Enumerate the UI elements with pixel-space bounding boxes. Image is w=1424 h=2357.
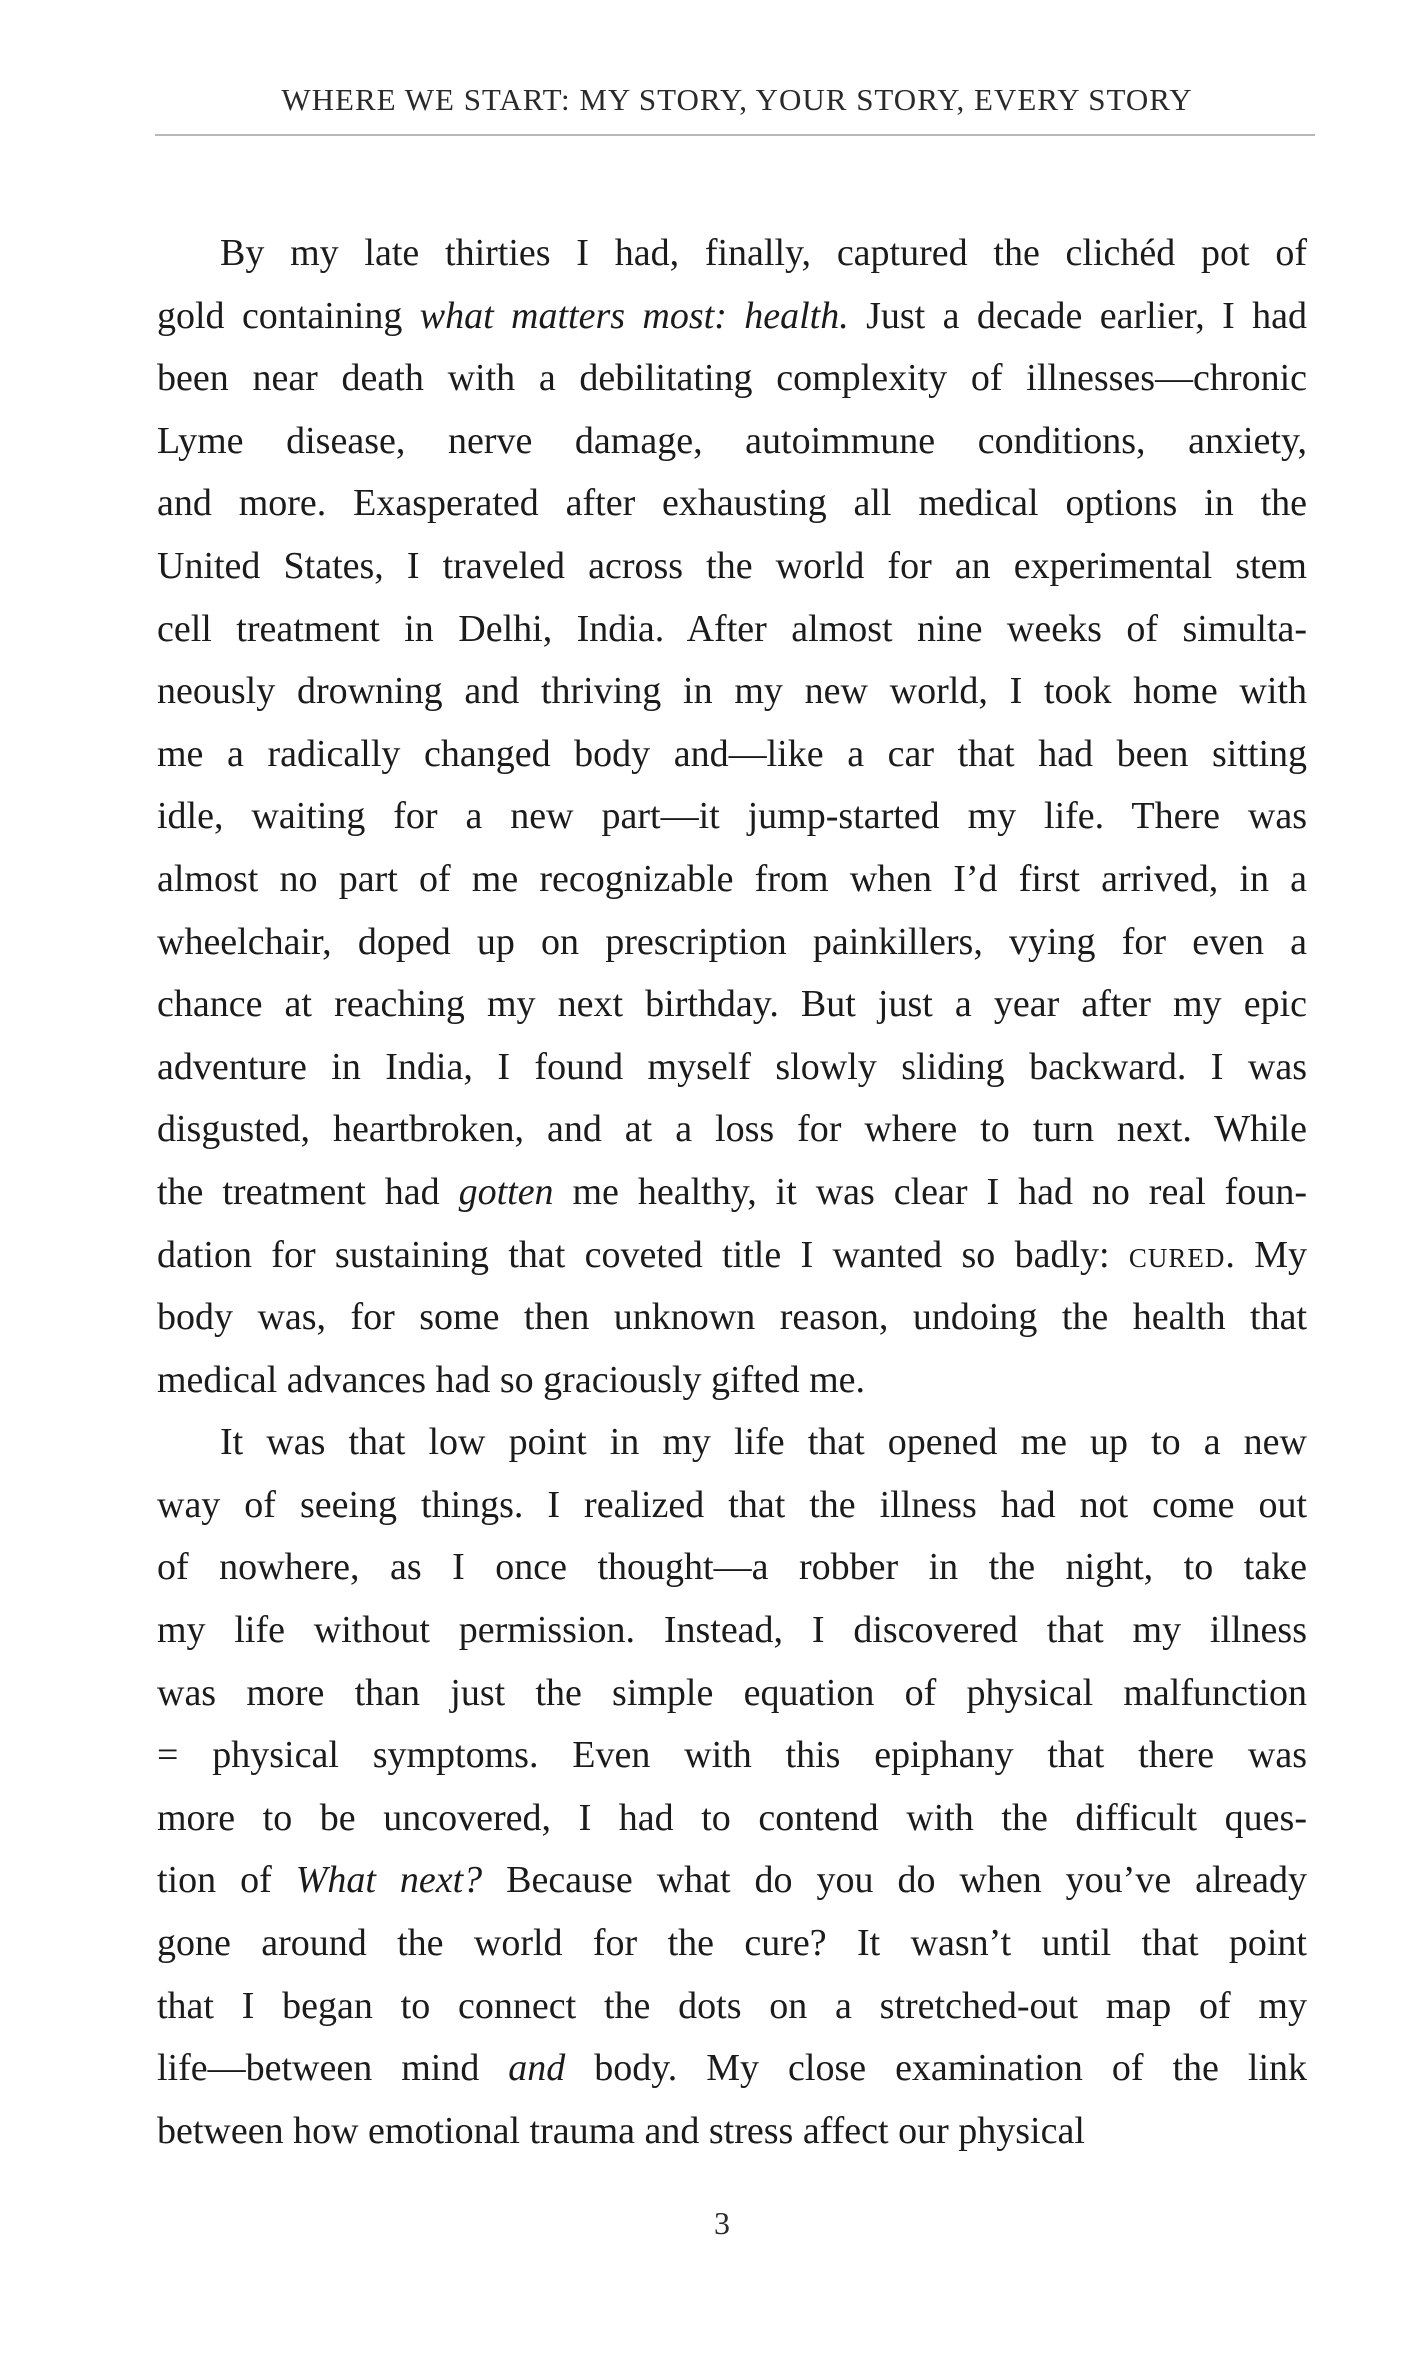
- text-run: the treatment had: [157, 1170, 459, 1213]
- italic-text: What next?: [295, 1859, 483, 1902]
- text-run: and more. Exasperated after exhausting all medical options in the: [157, 482, 1307, 525]
- paragraph: [157, 222, 1307, 1411]
- header-rule: [155, 134, 1315, 136]
- text-line: [157, 1411, 1307, 1474]
- text-line: [157, 1098, 1307, 1161]
- text-run: . My: [1225, 1233, 1308, 1276]
- text-run: medical advances had so graciously gifted me.: [157, 1358, 866, 1401]
- text-line: [157, 535, 1307, 598]
- text-line: [157, 973, 1307, 1036]
- text-run: gold containing: [157, 294, 420, 337]
- text-run: adventure in India, I found myself slowly sliding backward. I was: [157, 1045, 1307, 1088]
- text-run: = physical symptoms. Even with this epiphany that there was: [157, 1734, 1307, 1777]
- text-run: me healthy, it was clear I had no real foun-: [553, 1170, 1307, 1213]
- text-line: [157, 848, 1307, 911]
- italic-text: gotten: [458, 1170, 554, 1213]
- text-run: tion of: [157, 1859, 296, 1902]
- paragraph: [157, 1411, 1307, 2162]
- text-run: been near death with a debilitating complexity of illnesses—chronic: [157, 357, 1307, 400]
- text-run: By my late thirties I had, finally, captured the clichéd pot of: [220, 232, 1307, 274]
- text-line: [157, 1975, 1307, 2038]
- text-run: of nowhere, as I once thought—a robber in the night, to take: [157, 1546, 1307, 1589]
- running-head: WHERE WE START: MY STORY, YOUR STORY, EVERY STORY: [281, 82, 1193, 117]
- text-run: wheelchair, doped up on prescription painkillers, vying for even a: [157, 920, 1307, 963]
- text-run: United States, I traveled across the world for an experimental stem: [157, 544, 1307, 587]
- text-run: dation for sustaining that coveted title I wanted so badly:: [157, 1233, 1129, 1276]
- italic-text: what matters most: health.: [419, 294, 849, 337]
- text-run: between how emotional trauma and stress affect our physical: [157, 2109, 1085, 2152]
- text-line: [157, 410, 1307, 473]
- page-header: [0, 82, 1424, 118]
- text-run: body. My close examination of the link: [565, 2047, 1307, 2090]
- text-run: cell treatment in Delhi, India. After almost nine weeks of simulta-: [157, 607, 1307, 650]
- text-run: Lyme disease, nerve damage, autoimmune conditions, anxiety,: [157, 419, 1307, 462]
- text-line: [157, 598, 1307, 661]
- text-line: [157, 285, 1307, 348]
- text-run: that I began to connect the dots on a stretched-out map of my: [157, 1984, 1307, 2027]
- text-run: chance at reaching my next birthday. But just a year after my epic: [157, 983, 1307, 1026]
- text-line: [157, 1349, 1307, 1412]
- text-run: body was, for some then unknown reason, undoing the health that: [157, 1296, 1307, 1339]
- text-run: neously drowning and thriving in my new world, I took home with: [157, 670, 1307, 713]
- text-run: gone around the world for the cure? It wasn’t until that point: [157, 1922, 1307, 1965]
- body-text: [157, 222, 1307, 2162]
- text-run: Just a decade earlier, I had: [848, 294, 1307, 337]
- text-line: [157, 1536, 1307, 1599]
- text-run: idle, waiting for a new part—it jump-started my life. There was: [157, 795, 1307, 838]
- text-run: almost no part of me recognizable from when I’d first arrived, in a: [157, 857, 1307, 900]
- text-line: [157, 785, 1307, 848]
- text-line: [157, 1161, 1307, 1224]
- text-run: my life without permission. Instead, I discovered that my illness: [157, 1609, 1307, 1652]
- text-run: disgusted, heartbroken, and at a loss for where to turn next. While: [157, 1108, 1307, 1151]
- text-line: [157, 1787, 1307, 1850]
- text-run: Because what do you do when you’ve already: [482, 1859, 1307, 1902]
- text-line: [157, 911, 1307, 974]
- text-line: [157, 1036, 1307, 1099]
- text-line: [157, 1286, 1307, 1349]
- text-run: more to be uncovered, I had to contend with the difficult ques-: [157, 1796, 1307, 1839]
- text-line: [157, 660, 1307, 723]
- text-line: [157, 1662, 1307, 1725]
- text-run: It was that low point in my life that opened me up to a new: [220, 1421, 1307, 1464]
- text-run: me a radically changed body and—like a car that had been sitting: [157, 732, 1307, 775]
- text-line: [157, 723, 1307, 786]
- text-line: [157, 2100, 1307, 2163]
- page-number: 3: [714, 2205, 730, 2241]
- text-line: [157, 1599, 1307, 1662]
- text-line: [157, 1224, 1307, 1287]
- text-line: [157, 1912, 1307, 1975]
- text-line: [157, 347, 1307, 410]
- text-line: [157, 1474, 1307, 1537]
- text-line: [157, 1849, 1307, 1912]
- text-line: [157, 222, 1307, 285]
- small-caps-text: cured: [1128, 1233, 1226, 1276]
- text-run: way of seeing things. I realized that the illness had not come out: [157, 1483, 1307, 1526]
- text-line: [157, 472, 1307, 535]
- text-run: was more than just the simple equation of physical malfunction: [157, 1671, 1307, 1714]
- italic-text: and: [508, 2047, 566, 2090]
- text-line: [157, 1724, 1307, 1787]
- text-run: life—between mind: [157, 2047, 509, 2090]
- text-line: [157, 2037, 1307, 2100]
